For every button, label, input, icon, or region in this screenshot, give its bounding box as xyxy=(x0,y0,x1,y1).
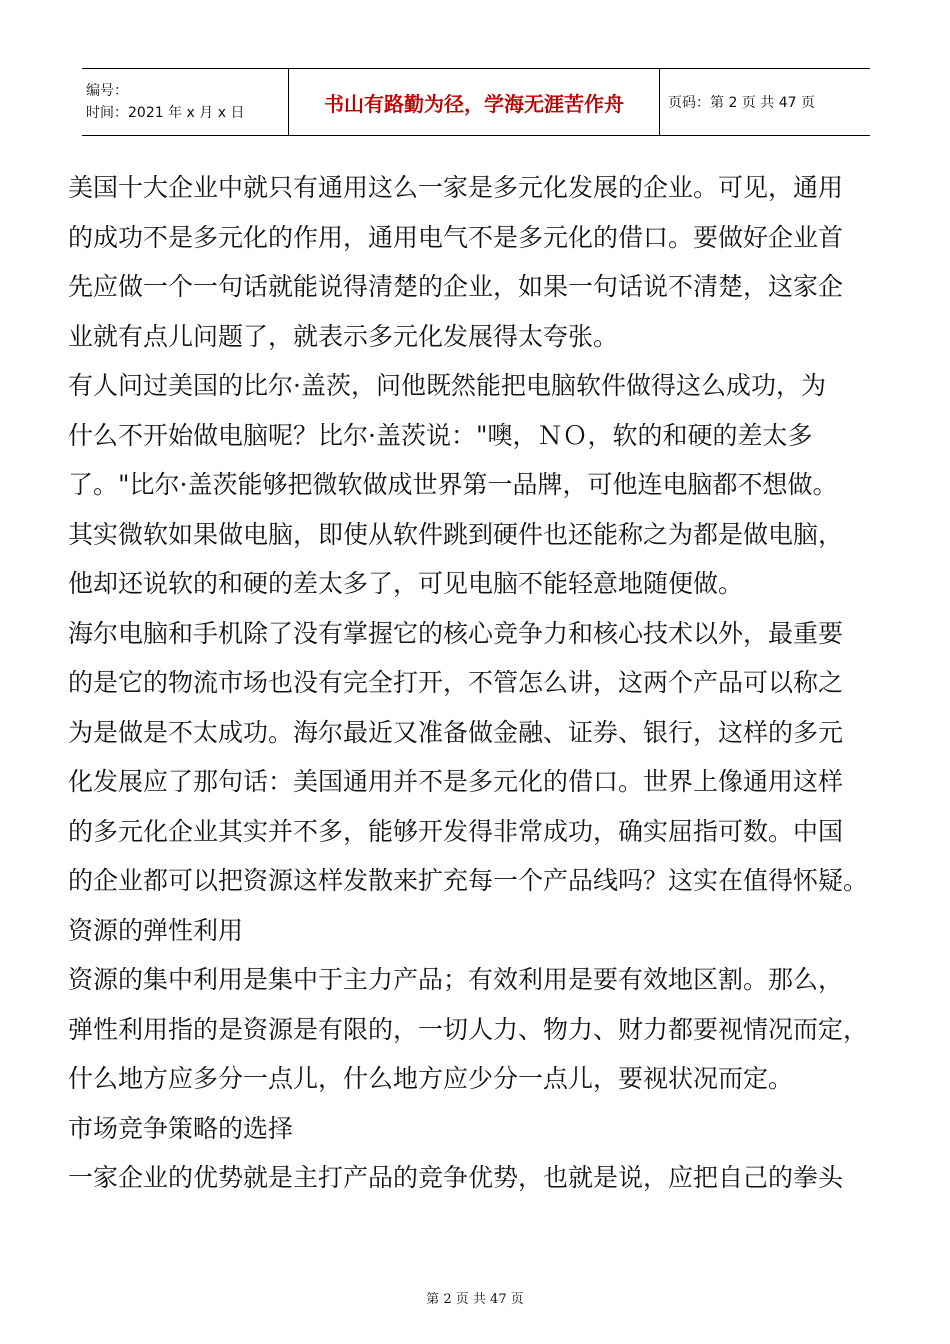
body-line: 其实微软如果做电脑，即使从软件跳到硬件也还能称之为都是做电脑， xyxy=(68,519,844,549)
body-line: 的多元化企业其实并不多，能够开发得非常成功，确实屈指可数。中国 xyxy=(68,816,844,846)
body-line: 一家企业的优势就是主打产品的竞争优势，也就是说，应把自己的拳头 xyxy=(68,1163,844,1192)
document-header xyxy=(82,68,870,136)
body-line: 业就有点儿问题了，就表示多元化发展得太夸张。 xyxy=(68,321,619,351)
body-line: 有人问过美国的比尔·盖茨，问他既然能把电脑软件做得这么成功，为 xyxy=(68,371,826,400)
body-line: 的企业都可以把资源这样发散来扩充每一个产品线吗？这实在值得怀疑。 xyxy=(68,866,869,895)
body-line: 弹性利用指的是资源是有限的，一切人力、物力、财力都要视情况而定， xyxy=(68,1014,869,1044)
section-heading: 市场竞争策略的选择 xyxy=(68,1113,294,1143)
document-body xyxy=(68,163,898,1203)
section-heading: 资源的弹性利用 xyxy=(68,915,244,945)
header-page-info: 页码：第 2 页 共 47 页 xyxy=(668,95,815,111)
header-motto: 书山有路勤为径，学海无涯苦作舟 xyxy=(289,69,660,136)
body-line: 化发展应了那句话：美国通用并不是多元化的借口。世界上像通用这样 xyxy=(68,767,844,796)
body-line: 的是它的物流市场也没有完全打开，不管怎么讲，这两个产品可以称之 xyxy=(68,668,844,697)
body-line: 海尔电脑和手机除了没有掌握它的核心竞争力和核心技术以外，最重要 xyxy=(68,618,844,648)
body-line: 为是做是不太成功。海尔最近又准备做金融、证券、银行，这样的多元 xyxy=(68,717,844,747)
header-meta xyxy=(82,69,289,136)
body-line: 的成功不是多元化的作用，通用电气不是多元化的借口。要做好企业首 xyxy=(68,222,844,252)
body-line: 了。"比尔·盖茨能够把微软做成世界第一品牌，可他连电脑都不想做。 xyxy=(68,470,838,499)
body-line: 美国十大企业中就只有通用这么一家是多元化发展的企业。可见，通用 xyxy=(68,173,844,202)
document-date-label: 时间：2021 年 x 月 x 日 xyxy=(86,105,245,121)
body-line: 资源的集中利用是集中于主力产品；有效利用是要有效地区割。那么， xyxy=(68,965,844,994)
document-number-label: 编号： xyxy=(86,83,128,99)
page-footer: 第 2 页 共 47 页 xyxy=(426,1292,524,1307)
body-line: 什么地方应多分一点儿，什么地方应少分一点儿，要视状况而定。 xyxy=(68,1064,794,1093)
body-line: 他却还说软的和硬的差太多了，可见电脑不能轻意地随便做。 xyxy=(68,569,744,598)
body-line: 先应做一个一句话就能说得清楚的企业，如果一句话说不清楚，这家企 xyxy=(68,272,844,301)
body-line: 什么不开始做电脑呢？比尔·盖茨说："噢，ＮＯ，软的和硬的差太多 xyxy=(68,420,813,450)
